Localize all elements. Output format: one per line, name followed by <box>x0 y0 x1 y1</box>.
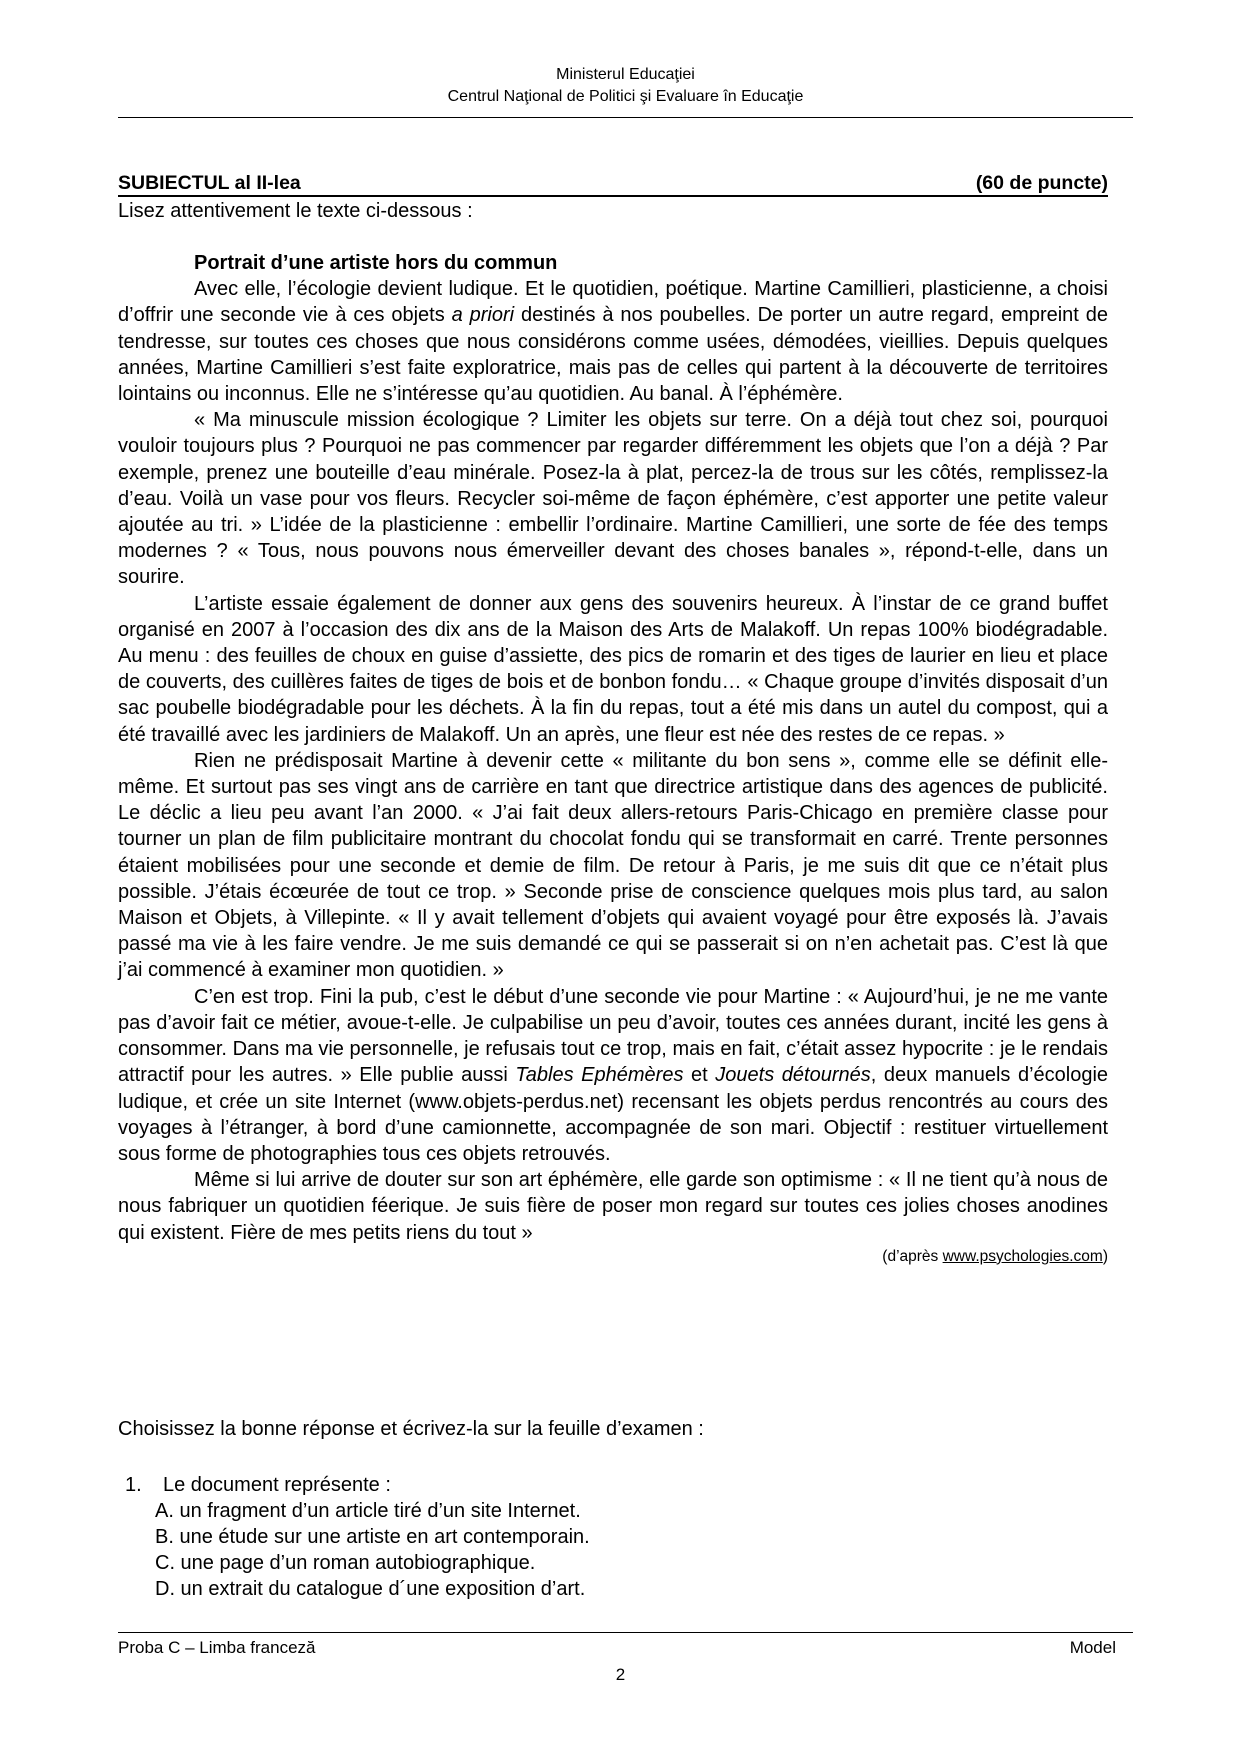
article-paragraph-3: L’artiste essaie également de donner aux gens des souvenirs heureux. À l’instar de ce grand buffet organisé en 2007 à l’occasion des dix ans de la Maison des Arts de Malakoff. Un repas 100% biodégradable. Au menu : des feuilles de choux en guise d’assiette, des pics de romarin et des tiges de laurier en lieu et place de couverts, des cuillères faites de tiges de bois et de bonbon fondu… « Chaque groupe d’invités disposait d’un sac poubelle biodégradable pour les déchets. À la fin du repas, tout a été mis dans un autel du compost, qui a été travaillé avec les jardiniers de Malakoff. Un an après, une fleur est née des restes de ce repas. » <box>118 592 1108 746</box>
source-link[interactable]: www.psychologies.com <box>942 1247 1103 1265</box>
text-run: et <box>683 1064 716 1087</box>
header-center: Centrul Naţional de Politici şi Evaluare în Educaţie <box>447 88 804 105</box>
option-c: C. une page d’un roman autobiographique. <box>155 1552 536 1574</box>
page-number: 2 <box>615 1665 626 1684</box>
source-prefix: (d’après <box>882 1247 943 1265</box>
italic-text: a priori <box>451 304 515 327</box>
subject-heading <box>118 171 1108 197</box>
header-ministry: Ministerul Educaţiei <box>556 66 695 83</box>
footer-model-label: Model <box>1069 1638 1116 1657</box>
article-paragraph-1 <box>118 276 1108 407</box>
task-instruction: Choisissez la bonne réponse et écrivez-la sur la feuille d’examen : <box>118 1418 704 1440</box>
text-run: , deux manuels d’écologie ludique, et crée un site Internet (www.objets-perdus.net) recensant les objets perdus rencontrés au cours des voyages à l’étranger, à bord d’une camionnette, accompagnée de son mari. Objectif : restituer virtuellement sous forme de photographies tous ces objets retrouvés. <box>118 1064 1109 1165</box>
article-paragraph-5 <box>118 984 1108 1167</box>
article-paragraph-6: Même si lui arrive de douter sur son art éphémère, elle garde son optimisme : « Il ne tient qu’à nous de nous fabriquer un quotidien féerique. Je suis fière de poser mon regard sur toutes ces jolies choses anodines qui existent. Fière de mes petits riens du tout » <box>118 1169 1108 1244</box>
header-divider <box>118 117 1133 118</box>
question-number: 1. <box>125 1474 142 1496</box>
text-run: C’en est trop. Fini la pub, c’est le début d’une seconde vie pour Martine : « Aujourd’hui, je ne me vante pas d’avoir fait ce métier, avoue-t-elle. Je culpabilise un peu d’avoir, toutes ces années durant, incité les gens à consommer. Dans ma vie personnelle, je refusais tout ce trop, mais en fait, c’était assez hypocrite : je le rendais attractif pour les autres. » Elle publie aussi <box>118 985 1108 1087</box>
source-suffix: ) <box>1102 1247 1108 1265</box>
article <box>118 250 1108 1268</box>
option-b: B. une étude sur une artiste en art contemporain. <box>155 1526 590 1548</box>
book-title: Jouets détournés <box>715 1064 871 1087</box>
option-a: A. un fragment d’un article tiré d’un site Internet. <box>155 1500 581 1522</box>
footer-divider <box>118 1632 1133 1633</box>
article-paragraph-4: Rien ne prédisposait Martine à devenir cette « militante du bon sens », comme elle se définit elle-même. Et surtout pas ses vingt ans de carrière en tant que directrice artistique dans des agences de publicité. Le déclic a lieu peu avant l’an 2000. « J’ai fait deux allers-retours Paris-Chicago en première classe pour tourner un plan de film publicitaire montrant du chocolat fondu qui se transformait en carré. Trente personnes étaient mobilisées pour une seconde et demie de film. De retour à Paris, je me suis dit que ce n’était plus possible. J’étais écœurée de tout ce trop. » Seconde prise de conscience quelques mois plus tard, au salon Maison et Objets, à Villepinte. « Il y avait tellement d’objets qui avaient voyagé pour être exposés là. J’avais passé ma vie à les faire vendre. Je me suis demandé ce qui se passerait si on n’en achetait pas. C’est là que j’ai commencé à examiner mon quotidien. » <box>118 749 1108 982</box>
text-run: Avec elle, l’écologie devient ludique. Et le quotidien, poétique. Martine Camillieri, plasticienne, a choisi d’offrir une seconde vie à ces objets <box>118 278 1108 327</box>
footer-exam-name: Proba C – Limba franceză <box>118 1638 316 1657</box>
reading-instruction: Lisez attentivement le texte ci-dessous : <box>118 200 473 222</box>
book-title: Tables Ephémères <box>515 1064 684 1087</box>
answer-options <box>125 1498 590 1602</box>
page-header <box>118 64 1133 108</box>
option-d: D. un extrait du catalogue d´une exposition d’art. <box>155 1578 586 1600</box>
article-title: Portrait d’une artiste hors du commun <box>194 252 558 274</box>
text-run: destinés à nos poubelles. De porter un autre regard, empreint de tendresse, sur toutes ces choses que nous considérons comme usées, démodées, vieillies. Depuis quelques années, Martine Camillieri s’est faite exploratrice, mais pas de celles qui partent à la découverte de territoires lointains ou inconnus. Elle ne s’intéresse qu’au quotidien. Au banal. À l’éphémère. <box>118 304 1108 406</box>
question-1 <box>125 1472 590 1602</box>
subject-points: (60 de puncte) <box>975 172 1108 194</box>
question-stem: Le document représente : <box>163 1474 391 1496</box>
article-source <box>118 1246 1108 1268</box>
subject-title: SUBIECTUL al II-lea <box>118 172 301 194</box>
article-paragraph-2: « Ma minuscule mission écologique ? Limiter les objets sur terre. On a déjà tout chez soi, pourquoi vouloir toujours plus ? Pourquoi ne pas commencer par regarder différemment les objets que l’on a déjà ? Par exemple, prenez une bouteille d’eau minérale. Posez-la à plat, percez-la de trous sur les côtés, remplissez-la d’eau. Voilà un vase pour vos fleurs. Recycler soi-même de façon éphémère, c’est apporter une petite valeur ajoutée au tri. » L’idée de la plasticienne : embellir l’ordinaire. Martine Camillieri, une sorte de fée des temps modernes ? « Tous, nous pouvons nous émerveiller devant des choses banales », répond-t-elle, dans un sourire. <box>118 409 1108 589</box>
